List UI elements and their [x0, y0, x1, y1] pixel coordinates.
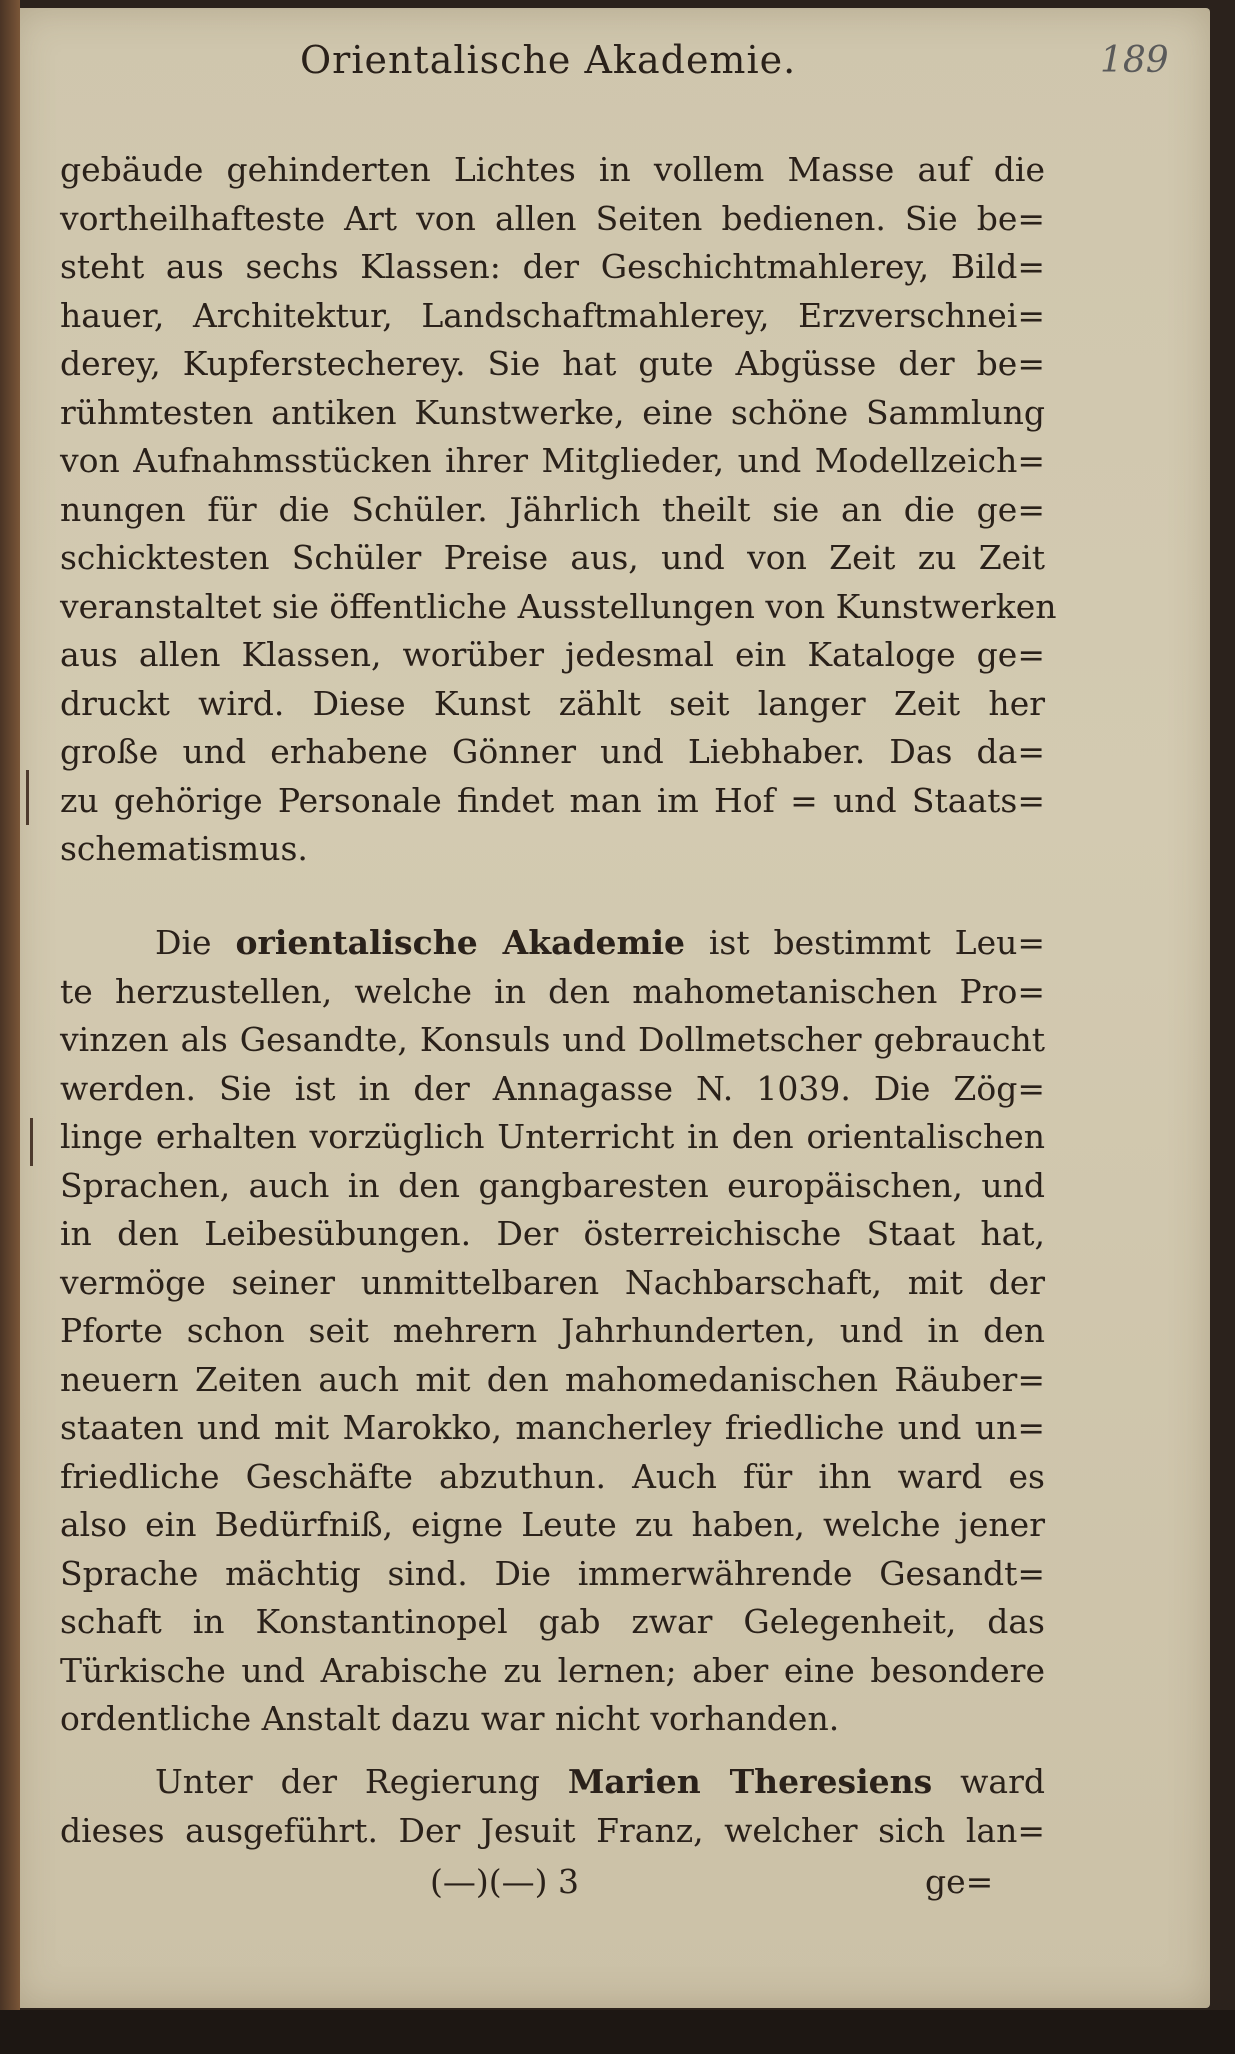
paragraph-academy-of-arts	[60, 146, 1057, 874]
text-line: vermöge seiner unmittelbaren Nachbarschaft, mit der	[60, 1262, 1045, 1302]
text-line: te herzustellen, welche in den mahometanischen Pro=	[60, 971, 1045, 1011]
text-line: Sprache mächtig sind. Die immerwährende Gesandt=	[60, 1553, 1045, 1593]
text-line: Pforte schon seit mehrern Jahrhunderten, und in den	[60, 1311, 1045, 1350]
text-line: von Aufnahmsstücken ihrer Mitglieder, und Modellzeich=	[60, 441, 1045, 480]
text-line: rühmtesten antiken Kunstwerke, eine schöne Sammlung	[60, 392, 1045, 432]
text-line: vinzen als Gesandte, Konsuls und Dollmetscher gebraucht	[60, 1020, 1045, 1059]
signature-mark: (—)(—) 3	[430, 1862, 579, 1901]
emphasis-maria-theresa: Marien Theresiens	[567, 1762, 933, 1801]
text-line: dieses ausgeführt. Der Jesuit Franz, welcher sich lan=	[60, 1810, 1045, 1850]
text-line: hauer, Architektur, Landschaftmahlerey, Erzverschnei=	[60, 295, 1045, 335]
text-line: staaten und mit Marokko, mancherley friedliche und un=	[60, 1408, 1045, 1447]
text-line: also ein Bedürfniß, eigne Leute zu haben, welche jener	[60, 1505, 1045, 1544]
text-line: derey, Kupferstecherey. Sie hat gute Abgüsse der be=	[60, 344, 1045, 383]
text-line: linge erhalten vorzüglich Unterricht in den orientalischen	[60, 1117, 1045, 1156]
paragraph-maria-theresa	[60, 1758, 1045, 1855]
text-line: zu gehörige Personale findet man im Hof = und Staats=	[60, 780, 1045, 820]
text-line: werden. Sie ist in der Annagasse N. 1039. Die Zög=	[60, 1068, 1045, 1108]
page-number: 189	[1100, 40, 1169, 81]
text-line: aus allen Klassen, worüber jedesmal ein Kataloge ge=	[60, 635, 1045, 674]
text-line: große und erhabene Gönner und Liebhaber. Das da=	[60, 732, 1045, 771]
text-line: Die orientalische Akademie ist bestimmt Leu=	[155, 923, 1046, 962]
catchword: ge=	[925, 1862, 994, 1901]
text-line: ordentliche Anstalt dazu war nicht vorhanden.	[60, 1699, 840, 1738]
running-title: Orientalische Akademie.	[300, 38, 797, 82]
text-line: in den Leibesübungen. Der österreichische Staat hat,	[60, 1214, 1045, 1253]
text-line: friedliche Geschäfte abzuthun. Auch für ihn ward es	[60, 1456, 1045, 1496]
text-line: veranstaltet sie öffentliche Ausstellungen von Kunstwerken	[60, 586, 1057, 626]
text-line: Türkische und Arabische zu lernen; aber eine besondere	[60, 1650, 1045, 1690]
text-line: schematismus.	[60, 829, 308, 868]
text-line: Unter der Regierung Marien Theresiens ward	[155, 1762, 1045, 1801]
margin-mark	[30, 1118, 33, 1166]
text-line: schaft in Konstantinopel gab zwar Gelegenheit, das	[60, 1602, 1045, 1641]
text-line: schicktesten Schüler Preise aus, und von Zeit zu Zeit	[60, 538, 1045, 577]
text-line: neuern Zeiten auch mit den mahomedanischen Räuber=	[60, 1359, 1045, 1399]
paragraph-oriental-academy	[60, 919, 1045, 1744]
text-line: druckt wird. Diese Kunst zählt seit langer Zeit her	[60, 683, 1045, 723]
emphasis-oriental-academy: orientalische Akademie	[235, 923, 685, 962]
text-line: gebäude gehinderten Lichtes in vollem Masse auf die	[60, 150, 1045, 189]
text-line: Sprachen, auch in den gangbaresten europäischen, und	[60, 1165, 1045, 1205]
scan-bottom-border	[0, 2010, 1235, 2054]
text-line: nungen für die Schüler. Jährlich theilt sie an die ge=	[60, 489, 1045, 529]
text-line: steht aus sechs Klassen: der Geschichtmahlerey, Bild=	[60, 247, 1045, 286]
margin-mark	[26, 770, 29, 825]
binding-edge	[0, 0, 20, 2054]
text-line: vortheilhafteste Art von allen Seiten bedienen. Sie be=	[60, 198, 1045, 238]
